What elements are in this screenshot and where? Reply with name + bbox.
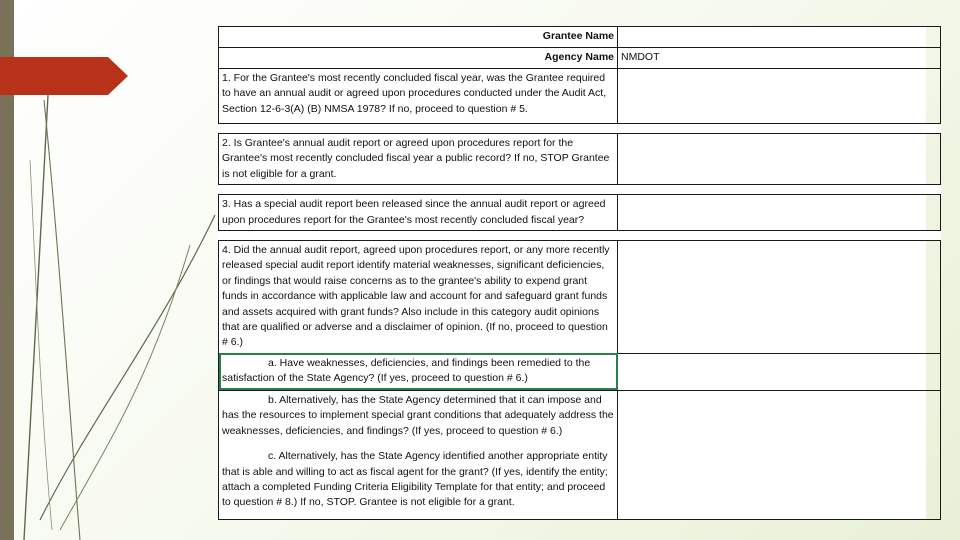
spacer-row bbox=[219, 124, 941, 134]
question-4b-label: b. Alternatively, has the State Agency determined that it can impose and has the resources to implement special grant conditions that adequately address the weaknesses, deficiencies, and findings? (If yes, proceed to question # 6.) bbox=[222, 393, 614, 437]
question-3-answer[interactable] bbox=[618, 195, 941, 231]
question-3-text: 3. Has a special audit report been released since the annual audit report or agreed upon procedures report for the Grantee's most recently concluded fiscal year? bbox=[219, 195, 618, 231]
grantee-name-label: Grantee Name bbox=[219, 27, 618, 48]
question-row bbox=[219, 195, 941, 231]
eligibility-form-table bbox=[218, 26, 941, 520]
question-1-answer[interactable] bbox=[618, 69, 941, 124]
agency-name-field[interactable]: NMDOT bbox=[618, 48, 941, 69]
spacer-row bbox=[219, 231, 941, 241]
question-4bc-text bbox=[219, 390, 618, 519]
question-row bbox=[219, 353, 941, 390]
agency-name-row bbox=[219, 48, 941, 69]
agency-name-label: Agency Name bbox=[219, 48, 618, 69]
question-4-text: 4. Did the annual audit report, agreed upon procedures report, or any more recently released special audit report identify material weaknesses, significant deficiencies, or findings that would raise concerns as to the grantee's ability to expend grant funds in accordance with applicable law and account for and safeguard grant funds and assets acquired with grant funds? Also include in this category audit opinions that are qualified or adverse and a disclaimer of opinion. (If no, proceed to question # 6.) bbox=[219, 241, 618, 354]
spacer-row bbox=[219, 185, 941, 195]
question-1-text: 1. For the Grantee's most recently concluded fiscal year, was the Grantee required to have an annual audit or agreed upon procedures conducted under the Audit Act, Section 12-6-3(A) (B) NMSA 1978? If no, proceed to question # 5. bbox=[219, 69, 618, 124]
accent-arrow-shape bbox=[0, 57, 128, 95]
question-4c-label: c. Alternatively, has the State Agency identified another appropriate entity that is able and willing to act as fiscal agent for the grant? (If yes, identify the entity; attach a completed Funding Criteria Eligibility Template for that entity; and proceed to question # 8.) If no, STOP. Grantee is not eligible for a grant. bbox=[222, 450, 608, 509]
question-4a-label: a. Have weaknesses, deficiencies, and findings been remedied to the satisfaction of the State Agency? (If yes, proceed to question # 6.) bbox=[222, 356, 591, 385]
question-4bc-answer[interactable] bbox=[618, 390, 941, 519]
question-4a-answer[interactable] bbox=[618, 353, 941, 390]
question-row bbox=[219, 390, 941, 519]
question-2-answer[interactable] bbox=[618, 134, 941, 185]
question-row bbox=[219, 241, 941, 354]
question-4a-text[interactable] bbox=[219, 353, 618, 390]
question-4-answer[interactable] bbox=[618, 241, 941, 354]
grantee-name-field[interactable] bbox=[618, 27, 941, 48]
grantee-name-row bbox=[219, 27, 941, 48]
question-2-text: 2. Is Grantee's annual audit report or agreed upon procedures report for the Grantee's most recently concluded fiscal year a public record? If no, STOP Grantee is not eligible for a grant. bbox=[219, 134, 618, 185]
paragraph-gap bbox=[222, 439, 614, 449]
question-row bbox=[219, 134, 941, 185]
question-row bbox=[219, 69, 941, 124]
spreadsheet bbox=[218, 26, 926, 520]
